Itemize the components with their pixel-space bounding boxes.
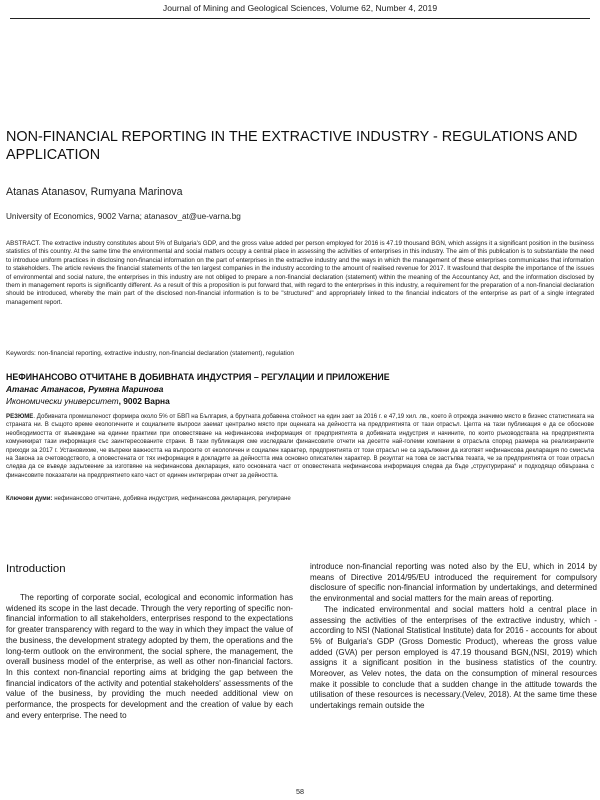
bulgarian-abstract-text: . Добивната промишленост формира около 5% от БВП на България, а брутната добавена стойност на един зает за 2016 г. е 47,19 хил. лв., което й отрежда значимо място в бизнес статистиката на страната ни. В същото време екологичните и социалните въпроси заемат централно място при оценката на дейността на предприятията от тази отрасъл. Целта на тази публикация е да се обоснове необходимостта от въвеждане на единни практики при оповестяване на нефинансова информация от предприятията в добивната индустрия и начините, по които ръководствата на предприятията комуникират тази информация със заинтересованите страни. В тази публикация сме изследвали финансовите отчети на десетте най-големи компании в отрасъла според размера на реализираните приходи за 2017 г. Установихме, че въпреки важността на въпросите от екологичен и социален характер, предприятията от този отрасъл не са задължени да изготвят нефинансова декларация по смисъла на Закона за счетоводството, а оповестената от тях информация в докладите за дейността има основно описателен характер. В резултат на това се застъпва тезата, че за предприятията от този отрасъл следва да се въведе задължение за изготвяне на нефинансова декларация, като основната част от оповестената нефинансова информация следва да бъде „структурирана“ и подходящо обвързана с финансовите показатели на предприятието като част от единен интегриран отчет за дейността.: [6, 413, 594, 479]
bulgarian-title: НЕФИНАНСОВО ОТЧИТАНЕ В ДОБИВНАТА ИНДУСТРИЯ – РЕГУЛАЦИИ И ПРИЛОЖЕНИЕ: [6, 372, 390, 382]
bulgarian-keywords-label: Ключови думи:: [6, 495, 53, 502]
body-paragraph: introduce non-financial reporting was noted also by the EU, which in 2014 by means of Directive 2014/95/EU introduced the requirement for compulsory disclosure of specific non-financial information by undertakings, and determined the environmental and social matters for the main areas of reporting.: [310, 562, 597, 604]
paper-keywords: Keywords: non-financial reporting, extractive industry, non-financial declaration (statement), regulation: [6, 350, 294, 357]
bulgarian-authors: Атанас Атанасов, Румяна Маринова: [6, 384, 164, 394]
body-column-left: [6, 593, 293, 721]
bulgarian-affiliation-city: , 9002 Варна: [118, 396, 170, 406]
paper-authors: Atanas Atanasov, Rumyana Marinova: [6, 186, 183, 198]
bulgarian-keywords-text: нефинансово отчитане, добивна индустрия, нефинансова декларация, регулиране: [52, 495, 291, 502]
paper-title: NON-FINANCIAL REPORTING IN THE EXTRACTIVE INDUSTRY - REGULATIONS AND APPLICATION: [6, 129, 578, 163]
paper-affiliation: University of Economics, 9002 Varna; atanasov_at@ue-varna.bg: [6, 212, 241, 221]
bulgarian-abstract-label: РЕЗЮМЕ: [6, 413, 34, 420]
page-number: 58: [296, 787, 304, 796]
bulgarian-abstract: [6, 413, 594, 480]
bulgarian-affiliation: [6, 396, 170, 406]
bulgarian-affiliation-institution: Икономически университет: [6, 396, 119, 406]
paper-abstract: ABSTRACT. The extractive industry constitutes about 5% of Bulgaria's GDP, and the gross value added per person employed for 2016 is 47.19 thousand BGN, which assigns it a significant position in the business statistics of this country. At the same time the environmental and social matters occupy a central place in assessing the activities of enterprises in this industry. The aim of this publication is to substantiate the need to introduce uniform practices in disclosing non-financial information on the part of enterprises in the extractive industry and the ways in which the management of these enterprises communicates that information to stakeholders. The article reviews the financial statements of the ten largest companies in the industry according to the amount of realised revenue for 2017. It wasfound that despite the importance of the issues of environmental and social nature, the enterprises in this industry are not obliged to prepare a non-financial declaration (statement) within the meaning of the Accountancy Act, and the information disclosed by them in management reports is significantly different. As a result of this a proposition is put forward that, with regard to the enterprises in this industry, a requirement for the preparation of a non-financial declaration should be introduced, whereby the main part of the disclosed non-financial information is to be "structured" and appropriately linked to the financial indicators of the enterprise as part of a single integrated management report.: [6, 240, 594, 306]
bulgarian-keywords: [6, 495, 291, 502]
body-column-right: [310, 562, 597, 712]
introduction-heading: Introduction: [6, 563, 66, 575]
body-paragraph: The indicated environmental and social matters hold a central place in assessing the activities of the enterprises of the extractive industry, which - according to NSI (National Statistical Institute) data for 2016 - accounts for about 5% of Bulgaria's GDP (Gross Domestic Product), whereas the gross value added (GVA) per person employed is 47.19 thousand BGN,(NSI, 2019) which assigns it a significant position in the business statistics of the country. Moreover, as Velev notes, the data on the consumption of mineral resources make it possible to conclude that a sudden change in the attitude towards the utilisation of these resources is necessary.(Velev, 2018). At the same time these undertakings remain outside the: [310, 604, 597, 711]
body-paragraph: The reporting of corporate social, ecological and economic information has widened its scope in the last decade. Through the very reporting of specific non-financial information to all stakeholders, enterprises respond to the expectations for greater transparency with regard to the way in which they impact the value of the business, the development strategy adopted by them, the operations and the long-term outlook on the environment, the social sphere, the management, the overall business model of the enterprise, as well as other non-financial factors. In this context non-financial reporting aims at bridging the gap between the financial indicators of the activity and potential stakeholders' assessments of the value of the business, by providing the much needed additional view on performance, the prospects for development and the creation of value by each and every enterprise. The need to: [6, 593, 293, 720]
journal-header: Journal of Mining and Geological Sciences, Volume 62, Number 4, 2019: [162, 3, 438, 13]
header-rule: [10, 18, 590, 19]
